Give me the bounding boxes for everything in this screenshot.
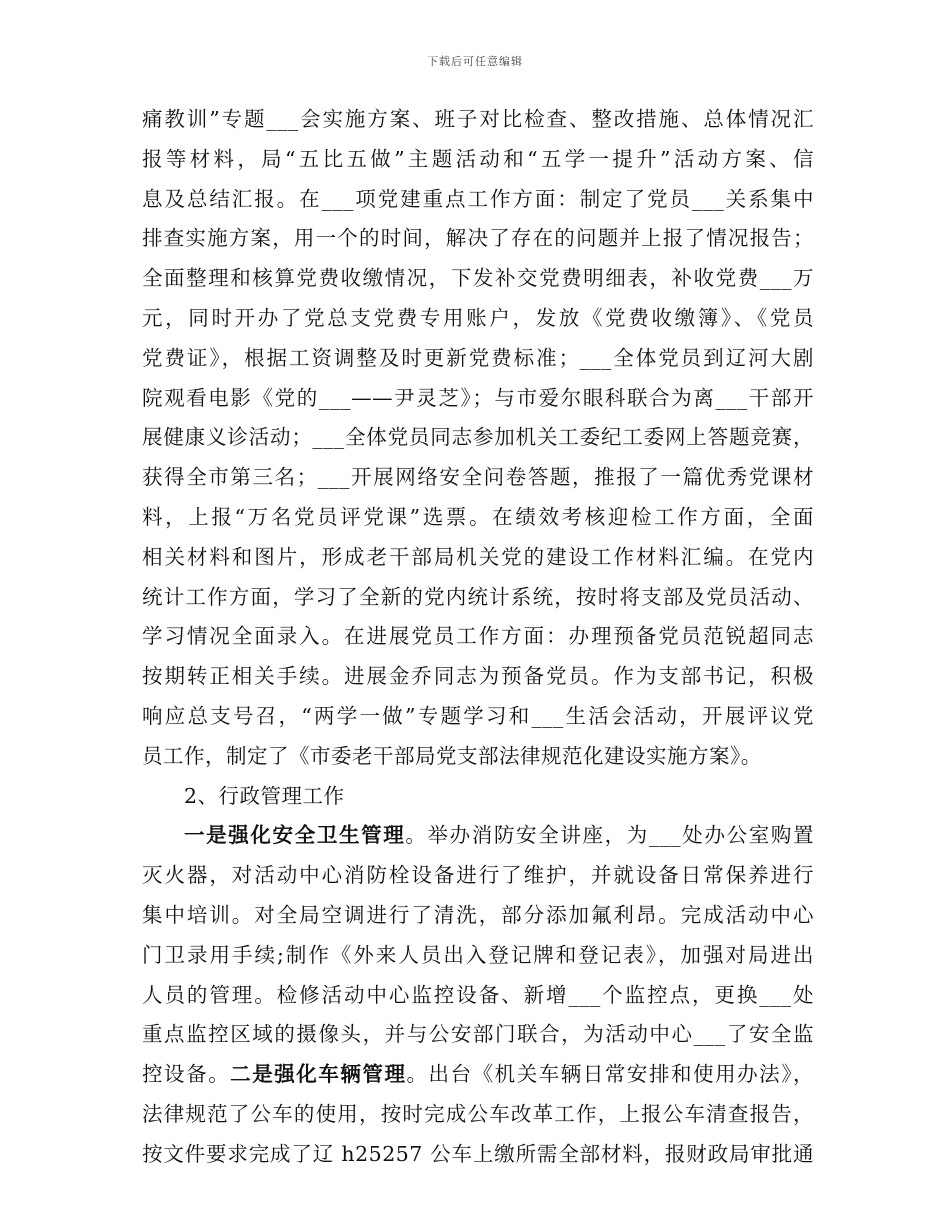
text-line: 息及总结汇报。在___项党建重点工作方面：制定了党员___关系集中 xyxy=(142,186,814,211)
text-line: 按期转正相关手续。进展金乔同志为预备党员。作为支部书记，积极 xyxy=(142,664,814,689)
text-line: 响应总支号召，“两学一做”专题学习和___生活会活动，开展评议党 xyxy=(142,703,814,728)
text-span: 控设备。 xyxy=(142,1062,231,1087)
text-line xyxy=(142,816,814,856)
text-span: 。出台《机关车辆日常安排和使用办法》， xyxy=(406,1062,814,1087)
bold-phrase: 一是强化安全卫生管理 xyxy=(184,823,406,848)
text-line: 痛教训”专题___会实施方案、班子对比检查、整改措施、总体情况汇 xyxy=(142,107,814,131)
text-line: 统计工作方面，学习了全新的党内统计系统，按时将支部及党员活动、 xyxy=(142,584,814,609)
page-header: 下载后可任意编辑 xyxy=(427,55,523,68)
paragraph-party-work xyxy=(142,100,814,777)
section-heading: 2、行政管理工作 xyxy=(184,783,345,808)
text-line: 灭火器，对活动中心消防栓设备进行了维护，并就设备日常保养进行 xyxy=(142,863,814,888)
text-line: 元，同时开办了党总支党费专用账户，发放《党费收缴簿》、《党员 xyxy=(142,305,814,330)
text-line: 按文件要求完成了辽 h25257 公车上缴所需全部材料，报财政局审批通 xyxy=(142,1141,814,1166)
text-line: 料，上报“万名党员评党课”选票。在绩效考核迎检工作方面，全面 xyxy=(142,504,814,529)
text-line: 排查实施方案，用一个的时间，解决了存在的问题并上报了情况报告； xyxy=(142,226,814,251)
text-span: 。举办消防安全讲座，为___处办公室购置 xyxy=(405,823,814,848)
text-line: 全面整理和核算党费收缴情况，下发补交党费明细表，补收党费___万 xyxy=(142,266,814,291)
text-line: 展健康义诊活动；___全体党员同志参加机关工委纪工委网上答题竞赛， xyxy=(142,425,814,450)
bold-phrase: 二是强化车辆管理 xyxy=(230,1062,407,1087)
text-line: 院观看电影《党的___——尹灵芝》；与市爱尔眼科联合为离___干部开 xyxy=(142,385,814,410)
text-line: 党费证》，根据工资调整及时更新党费标准；___全体党员到辽河大剧 xyxy=(142,345,814,370)
text-line: 报等材料，局“五比五做”主题活动和“五学一提升”活动方案、信 xyxy=(142,146,814,171)
text-line xyxy=(142,1055,814,1095)
text-line: 员工作，制定了《市委老干部局党支部法律规范化建设实施方案》。 xyxy=(142,743,762,768)
text-line: 获得全市第三名；___开展网络安全问卷答题，推报了一篇优秀党课材 xyxy=(142,465,814,490)
text-line: 门卫录用手续;制作《外来人员出入登记牌和登记表》，加强对局进出 xyxy=(142,942,814,967)
text-line: 法律规范了公车的使用，按时完成公车改革工作，上报公车清查报告， xyxy=(142,1101,814,1126)
text-line: 集中培训。对全局空调进行了清洗，部分添加氟利昂。完成活动中心 xyxy=(142,902,814,927)
text-line: 重点监控区域的摄像头，并与公安部门联合，为活动中心___了安全监 xyxy=(142,1022,814,1047)
text-line: 学习情况全面录入。在进展党员工作方面：办理预备党员范锐超同志 xyxy=(142,624,814,649)
paragraph-admin-work xyxy=(142,816,814,1174)
text-line: 人员的管理。检修活动中心监控设备、新增___个监控点，更换___处 xyxy=(142,982,814,1007)
text-line: 相关材料和图片，形成老干部局机关党的建设工作材料汇编。在党内 xyxy=(142,544,814,569)
document-body xyxy=(142,100,814,1175)
